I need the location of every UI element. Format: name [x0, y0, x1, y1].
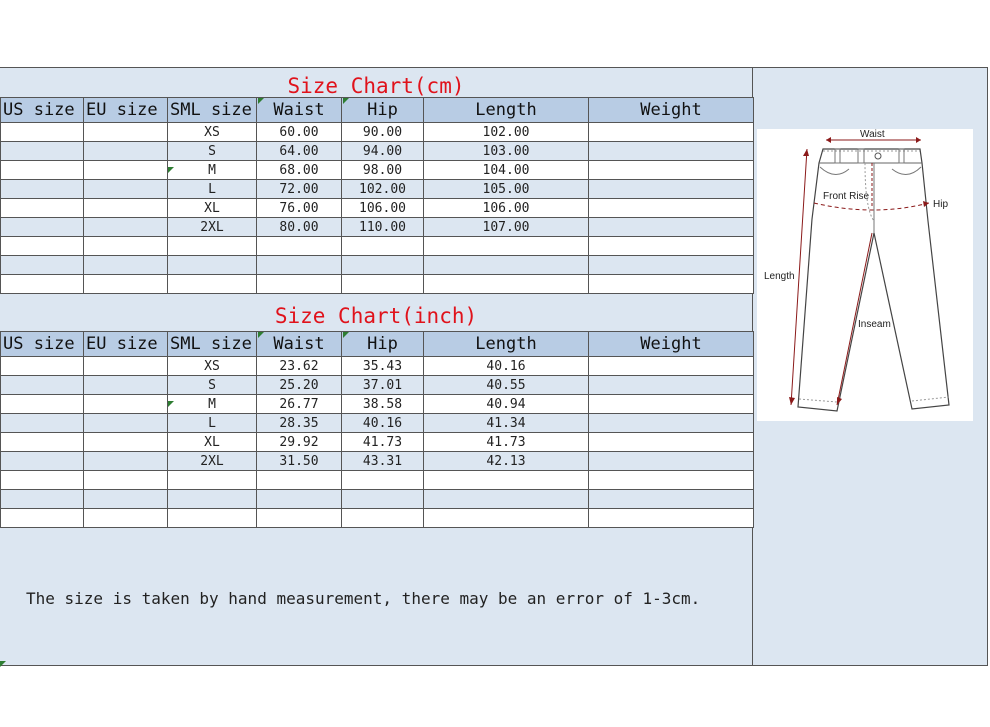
table-cell: 72.00	[257, 180, 342, 199]
table-cell	[84, 414, 168, 433]
column-header: Length	[424, 332, 589, 357]
size-table-cm	[0, 97, 754, 294]
table-cell: 105.00	[424, 180, 589, 199]
table-cell	[84, 509, 168, 528]
table-cell: 98.00	[342, 161, 424, 180]
table-cell	[257, 490, 342, 509]
table-cell: 42.13	[424, 452, 589, 471]
column-header: SML size	[168, 98, 257, 123]
table-cell: 43.31	[342, 452, 424, 471]
table-cell	[257, 275, 342, 294]
inseam-label: Inseam	[858, 319, 891, 330]
table-cell	[168, 275, 257, 294]
table-cell	[589, 357, 754, 376]
table-cell	[589, 199, 754, 218]
table-cell: M	[168, 395, 257, 414]
table-header-row	[1, 98, 754, 123]
table-cell	[424, 490, 589, 509]
inch-chart-title: Size Chart(inch)	[274, 304, 478, 328]
table-cell	[1, 471, 84, 490]
table-cell	[84, 123, 168, 142]
table-cell	[84, 395, 168, 414]
table-cell: 23.62	[257, 357, 342, 376]
table-cell	[1, 199, 84, 218]
table-cell: 35.43	[342, 357, 424, 376]
table-cell: 68.00	[257, 161, 342, 180]
table-cell	[589, 256, 754, 275]
column-header: SML size	[168, 332, 257, 357]
table-cell	[589, 275, 754, 294]
table-cell	[342, 237, 424, 256]
table-cell	[589, 395, 754, 414]
table-cell: 2XL	[168, 452, 257, 471]
table-cell	[589, 452, 754, 471]
cell-marker	[258, 332, 264, 338]
table-cell	[84, 452, 168, 471]
table-cell: 102.00	[342, 180, 424, 199]
table-cell	[1, 452, 84, 471]
table-cell: 106.00	[342, 199, 424, 218]
table-cell: XS	[168, 123, 257, 142]
cell-marker	[168, 167, 174, 173]
table-cell: 107.00	[424, 218, 589, 237]
table-cell: 102.00	[424, 123, 589, 142]
table-cell	[589, 142, 754, 161]
column-header: Length	[424, 98, 589, 123]
table-cell: 41.34	[424, 414, 589, 433]
table-cell: 40.16	[342, 414, 424, 433]
table-cell	[84, 199, 168, 218]
table-cell	[84, 237, 168, 256]
column-header: Waist	[257, 98, 342, 123]
table-cell: XS	[168, 357, 257, 376]
waist-label: Waist	[860, 129, 885, 140]
column-header: Hip	[342, 98, 424, 123]
table-cell: 40.55	[424, 376, 589, 395]
table-cell	[342, 256, 424, 275]
table-cell	[1, 357, 84, 376]
table-row	[1, 142, 754, 161]
column-header: US size	[1, 332, 84, 357]
table-cell: 110.00	[342, 218, 424, 237]
cell-marker	[168, 401, 174, 407]
table-cell	[168, 509, 257, 528]
table-cell: 60.00	[257, 123, 342, 142]
jeans-measurement-diagram	[757, 129, 973, 421]
table-cell	[424, 237, 589, 256]
size-chart-sheet	[0, 67, 988, 666]
hip-label: Hip	[933, 199, 949, 210]
table-cell	[257, 237, 342, 256]
table-cell: 90.00	[342, 123, 424, 142]
table-row	[1, 237, 754, 256]
column-header: Waist	[257, 332, 342, 357]
cell-marker	[343, 98, 349, 104]
column-header: Hip	[342, 332, 424, 357]
arrow-icon	[837, 397, 842, 405]
table-cell	[589, 237, 754, 256]
column-header: US size	[1, 98, 84, 123]
sheet-right-border	[987, 68, 988, 665]
table-cell	[589, 490, 754, 509]
table-cell	[84, 357, 168, 376]
column-header: Weight	[589, 332, 754, 357]
table-cell	[1, 395, 84, 414]
table-row	[1, 509, 754, 528]
table-cell: 106.00	[424, 199, 589, 218]
table-cell	[168, 237, 257, 256]
table-row	[1, 433, 754, 452]
table-row	[1, 471, 754, 490]
table-cell: S	[168, 376, 257, 395]
table-cell	[589, 180, 754, 199]
table-cell: 26.77	[257, 395, 342, 414]
jeans-illustration	[757, 129, 973, 421]
table-cell: 2XL	[168, 218, 257, 237]
cell-marker	[343, 332, 349, 338]
table-row	[1, 256, 754, 275]
arrow-icon	[826, 137, 831, 143]
table-cell	[84, 161, 168, 180]
table-cell	[168, 471, 257, 490]
table-cell: 40.16	[424, 357, 589, 376]
table-cell: 64.00	[257, 142, 342, 161]
column-header: EU size	[84, 98, 168, 123]
table-cell	[84, 275, 168, 294]
front-rise-label: Front Rise	[823, 191, 870, 202]
cm-chart-title: Size Chart(cm)	[287, 74, 465, 98]
table-cell	[1, 237, 84, 256]
table-row	[1, 275, 754, 294]
table-row	[1, 180, 754, 199]
table-cell	[589, 218, 754, 237]
table-cell	[589, 376, 754, 395]
table-cell	[589, 509, 754, 528]
table-cell	[1, 123, 84, 142]
column-header: Weight	[589, 98, 754, 123]
length-label: Length	[764, 271, 795, 282]
table-cell: 103.00	[424, 142, 589, 161]
table-cell: L	[168, 414, 257, 433]
table-row	[1, 199, 754, 218]
table-cell: XL	[168, 199, 257, 218]
table-row	[1, 490, 754, 509]
table-cell	[424, 471, 589, 490]
table-cell	[1, 180, 84, 199]
table-cell	[84, 433, 168, 452]
table-cell	[342, 509, 424, 528]
table-row	[1, 123, 754, 142]
table-row	[1, 395, 754, 414]
table-cell	[424, 256, 589, 275]
table-header-row	[1, 332, 754, 357]
table-cell: 41.73	[424, 433, 589, 452]
arrow-icon	[789, 397, 795, 405]
table-cell	[1, 509, 84, 528]
measurement-note: The size is taken by hand measurement, there may be an error of 1-3cm.	[26, 589, 701, 608]
table-cell	[589, 471, 754, 490]
table-cell: 94.00	[342, 142, 424, 161]
table-cell: 29.92	[257, 433, 342, 452]
table-cell: 37.01	[342, 376, 424, 395]
table-cell	[84, 376, 168, 395]
table-cell	[342, 471, 424, 490]
table-cell	[589, 161, 754, 180]
table-cell	[84, 471, 168, 490]
table-cell	[342, 490, 424, 509]
table-cell	[589, 123, 754, 142]
table-cell: L	[168, 180, 257, 199]
table-cell	[342, 275, 424, 294]
table-cell	[1, 490, 84, 509]
arrow-icon	[916, 137, 921, 143]
table-row	[1, 414, 754, 433]
table-cell	[1, 275, 84, 294]
table-cell: 25.20	[257, 376, 342, 395]
table-cell: 40.94	[424, 395, 589, 414]
table-cell	[84, 256, 168, 275]
table-cell: 38.58	[342, 395, 424, 414]
table-row	[1, 376, 754, 395]
table-cell: 76.00	[257, 199, 342, 218]
table-row	[1, 452, 754, 471]
table-cell	[1, 376, 84, 395]
table-cell: 41.73	[342, 433, 424, 452]
table-cell	[168, 256, 257, 275]
table-cell	[424, 275, 589, 294]
table-cell	[1, 161, 84, 180]
table-cell	[1, 433, 84, 452]
table-cell: 28.35	[257, 414, 342, 433]
table-row	[1, 357, 754, 376]
table-cell	[1, 142, 84, 161]
table-cell	[1, 218, 84, 237]
table-cell	[589, 433, 754, 452]
cell-marker	[258, 98, 264, 104]
table-row	[1, 161, 754, 180]
table-cell	[589, 414, 754, 433]
table-cell	[257, 256, 342, 275]
table-cell	[1, 256, 84, 275]
table-cell	[168, 490, 257, 509]
table-cell	[1, 414, 84, 433]
table-cell	[84, 180, 168, 199]
table-cell: XL	[168, 433, 257, 452]
table-cell	[257, 471, 342, 490]
table-cell: S	[168, 142, 257, 161]
table-cell	[84, 142, 168, 161]
arrow-icon	[803, 149, 809, 156]
table-cell	[257, 509, 342, 528]
table-cell	[424, 509, 589, 528]
cell-marker	[0, 661, 6, 667]
table-cell	[84, 490, 168, 509]
table-cell: M	[168, 161, 257, 180]
size-table-inch	[0, 331, 754, 528]
column-header: EU size	[84, 332, 168, 357]
table-cell	[84, 218, 168, 237]
table-cell: 104.00	[424, 161, 589, 180]
table-row	[1, 218, 754, 237]
table-cell: 80.00	[257, 218, 342, 237]
table-cell: 31.50	[257, 452, 342, 471]
